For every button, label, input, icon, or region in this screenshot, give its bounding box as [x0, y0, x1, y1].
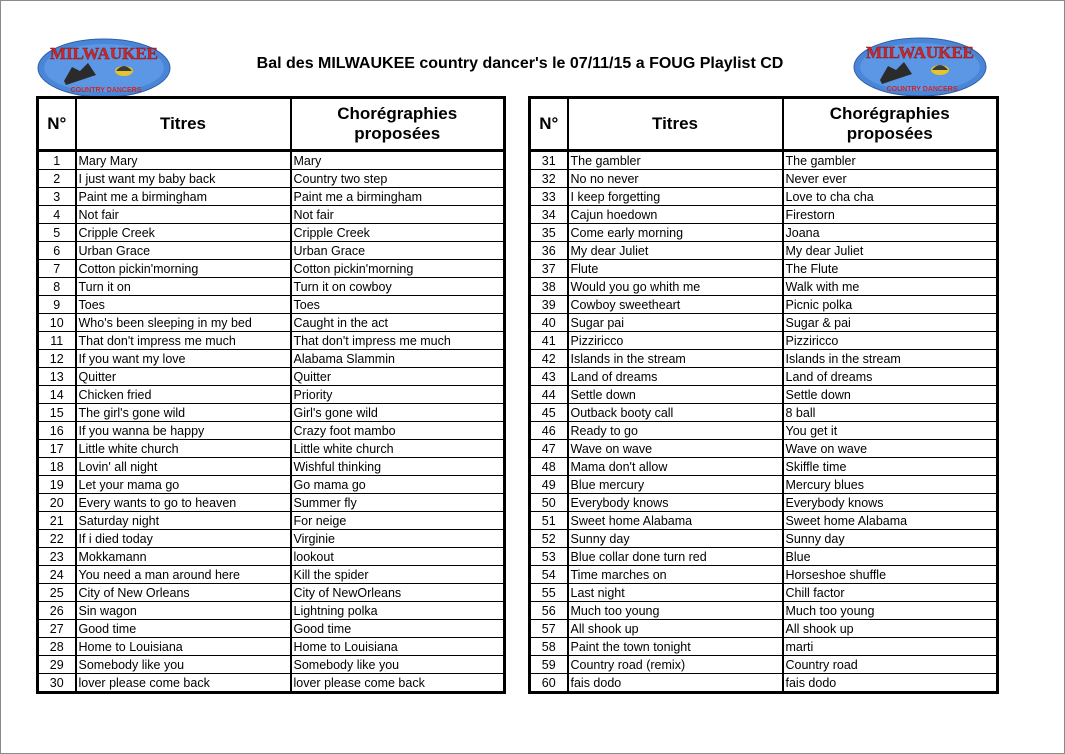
table-row — [38, 548, 505, 566]
choreography: Mary — [291, 151, 505, 170]
choreography: Skiffle time — [783, 458, 998, 476]
song-title: Everybody knows — [568, 494, 783, 512]
song-title: Ready to go — [568, 422, 783, 440]
table-row — [530, 422, 998, 440]
row-number: 16 — [38, 422, 76, 440]
choreography: Wave on wave — [783, 440, 998, 458]
choreography: Picnic polka — [783, 296, 998, 314]
choreography: Turn it on cowboy — [291, 278, 505, 296]
song-title: Home to Louisiana — [76, 638, 291, 656]
row-number: 10 — [38, 314, 76, 332]
row-number: 59 — [530, 656, 568, 674]
song-title: Little white church — [76, 440, 291, 458]
page-title: Bal des MILWAUKEE country dancer's le 07/11/15 a FOUG Playlist CD — [256, 55, 784, 72]
choreography: Country two step — [291, 170, 505, 188]
choreography: Blue — [783, 548, 998, 566]
choreography: Country road — [783, 656, 998, 674]
song-title: Let your mama go — [76, 476, 291, 494]
choreography: Everybody knows — [783, 494, 998, 512]
song-title: Who's been sleeping in my bed — [76, 314, 291, 332]
choreography: Not fair — [291, 206, 505, 224]
table-row — [530, 638, 998, 656]
row-number: 8 — [38, 278, 76, 296]
table-row — [38, 476, 505, 494]
row-number: 42 — [530, 350, 568, 368]
song-title: Cowboy sweetheart — [568, 296, 783, 314]
table-row — [38, 584, 505, 602]
row-number: 46 — [530, 422, 568, 440]
table-row — [530, 350, 998, 368]
row-number: 34 — [530, 206, 568, 224]
row-number: 58 — [530, 638, 568, 656]
song-title: Every wants to go to heaven — [76, 494, 291, 512]
song-title: Saturday night — [76, 512, 291, 530]
table-row — [530, 440, 998, 458]
choreography: All shook up — [783, 620, 998, 638]
row-number: 55 — [530, 584, 568, 602]
choreography: Sweet home Alabama — [783, 512, 998, 530]
table-header-row — [530, 98, 998, 151]
table-row — [38, 278, 505, 296]
row-number: 24 — [38, 566, 76, 584]
row-number: 48 — [530, 458, 568, 476]
song-title: Settle down — [568, 386, 783, 404]
table-row — [38, 566, 505, 584]
row-number: 50 — [530, 494, 568, 512]
row-number: 43 — [530, 368, 568, 386]
row-number: 25 — [38, 584, 76, 602]
table-row — [38, 530, 505, 548]
row-number: 15 — [38, 404, 76, 422]
choreography: Toes — [291, 296, 505, 314]
choreography: Pizziricco — [783, 332, 998, 350]
song-title: Lovin' all night — [76, 458, 291, 476]
row-number: 17 — [38, 440, 76, 458]
row-number: 21 — [38, 512, 76, 530]
table-row — [38, 404, 505, 422]
row-number: 29 — [38, 656, 76, 674]
svg-text:MILWAUKEE: MILWAUKEE — [49, 44, 159, 63]
table-row — [530, 404, 998, 422]
song-title: If i died today — [76, 530, 291, 548]
table-row — [38, 350, 505, 368]
row-number: 2 — [38, 170, 76, 188]
song-title: All shook up — [568, 620, 783, 638]
row-number: 57 — [530, 620, 568, 638]
choreography: fais dodo — [783, 674, 998, 693]
row-number: 30 — [38, 674, 76, 693]
table-row — [530, 151, 998, 170]
song-title: I just want my baby back — [76, 170, 291, 188]
milwaukee-logo-left — [36, 37, 172, 99]
table-row — [530, 512, 998, 530]
song-title: Not fair — [76, 206, 291, 224]
song-title: Blue mercury — [568, 476, 783, 494]
choreography: Quitter — [291, 368, 505, 386]
row-number: 45 — [530, 404, 568, 422]
choreography: Home to Louisiana — [291, 638, 505, 656]
row-number: 49 — [530, 476, 568, 494]
table-row — [38, 386, 505, 404]
choreography: Settle down — [783, 386, 998, 404]
playlist-body-left — [38, 151, 505, 693]
row-number: 11 — [38, 332, 76, 350]
choreography: Cotton pickin'morning — [291, 260, 505, 278]
table-row — [38, 296, 505, 314]
choreography: Paint me a birmingham — [291, 188, 505, 206]
song-title: Come early morning — [568, 224, 783, 242]
row-number: 19 — [38, 476, 76, 494]
row-number: 23 — [38, 548, 76, 566]
row-number: 33 — [530, 188, 568, 206]
playlist-table-right — [528, 96, 999, 694]
table-row — [530, 620, 998, 638]
choreography: Walk with me — [783, 278, 998, 296]
row-number: 14 — [38, 386, 76, 404]
table-row — [530, 206, 998, 224]
choreography: lover please come back — [291, 674, 505, 693]
choreography: Virginie — [291, 530, 505, 548]
row-number: 20 — [38, 494, 76, 512]
row-number: 39 — [530, 296, 568, 314]
choreography: Sugar & pai — [783, 314, 998, 332]
song-title: The girl's gone wild — [76, 404, 291, 422]
row-number: 13 — [38, 368, 76, 386]
song-title: Blue collar done turn red — [568, 548, 783, 566]
song-title: I keep forgetting — [568, 188, 783, 206]
song-title: Cajun hoedown — [568, 206, 783, 224]
choreo-header-line1: Chorégraphies — [337, 104, 458, 123]
milwaukee-logo-right — [852, 36, 988, 98]
row-number: 44 — [530, 386, 568, 404]
choreography: Never ever — [783, 170, 998, 188]
table-row — [530, 584, 998, 602]
row-number: 36 — [530, 242, 568, 260]
row-number: 38 — [530, 278, 568, 296]
table-row — [530, 458, 998, 476]
row-number: 12 — [38, 350, 76, 368]
table-row — [530, 602, 998, 620]
choreography: My dear Juliet — [783, 242, 998, 260]
row-number: 22 — [38, 530, 76, 548]
table-row — [38, 188, 505, 206]
row-number: 35 — [530, 224, 568, 242]
column-header-number: N° — [530, 98, 568, 151]
table-row — [530, 260, 998, 278]
song-title: Mary Mary — [76, 151, 291, 170]
choreography: Chill factor — [783, 584, 998, 602]
choreography: Alabama Slammin — [291, 350, 505, 368]
song-title: That don't impress me much — [76, 332, 291, 350]
song-title: Flute — [568, 260, 783, 278]
choreography: Priority — [291, 386, 505, 404]
row-number: 60 — [530, 674, 568, 693]
song-title: Wave on wave — [568, 440, 783, 458]
table-row — [530, 566, 998, 584]
choreography: Caught in the act — [291, 314, 505, 332]
song-title: Outback booty call — [568, 404, 783, 422]
table-row — [530, 368, 998, 386]
song-title: Sugar pai — [568, 314, 783, 332]
row-number: 47 — [530, 440, 568, 458]
song-title: Paint the town tonight — [568, 638, 783, 656]
row-number: 27 — [38, 620, 76, 638]
table-row — [530, 296, 998, 314]
choreography: Firestorn — [783, 206, 998, 224]
choreography: Girl's gone wild — [291, 404, 505, 422]
table-row — [38, 494, 505, 512]
table-row — [38, 332, 505, 350]
choreography: You get it — [783, 422, 998, 440]
row-number: 6 — [38, 242, 76, 260]
table-row — [38, 512, 505, 530]
table-row — [38, 368, 505, 386]
column-header-number: N° — [38, 98, 76, 151]
song-title: fais dodo — [568, 674, 783, 693]
choreography: Cripple Creek — [291, 224, 505, 242]
row-number: 41 — [530, 332, 568, 350]
column-header-choreographies — [783, 98, 998, 151]
table-row — [38, 620, 505, 638]
playlist-body-right — [530, 151, 998, 693]
song-title: Sin wagon — [76, 602, 291, 620]
choreo-header-line2: proposées — [354, 124, 441, 143]
song-title: Mokkamann — [76, 548, 291, 566]
song-title: Time marches on — [568, 566, 783, 584]
row-number: 4 — [38, 206, 76, 224]
row-number: 32 — [530, 170, 568, 188]
table-row — [38, 170, 505, 188]
row-number: 56 — [530, 602, 568, 620]
choreography: marti — [783, 638, 998, 656]
row-number: 31 — [530, 151, 568, 170]
row-number: 26 — [38, 602, 76, 620]
table-row — [38, 242, 505, 260]
choreography: Somebody like you — [291, 656, 505, 674]
row-number: 5 — [38, 224, 76, 242]
choreography: Crazy foot mambo — [291, 422, 505, 440]
song-title: Would you go whith me — [568, 278, 783, 296]
table-row — [38, 206, 505, 224]
svg-text:COUNTRY DANCERS: COUNTRY DANCERS — [886, 86, 958, 93]
song-title: If you want my love — [76, 350, 291, 368]
song-title: Cripple Creek — [76, 224, 291, 242]
table-row — [530, 242, 998, 260]
table-row — [38, 151, 505, 170]
choreography: The gambler — [783, 151, 998, 170]
song-title: Pizziricco — [568, 332, 783, 350]
choreography: Joana — [783, 224, 998, 242]
table-row — [38, 638, 505, 656]
row-number: 54 — [530, 566, 568, 584]
table-row — [38, 260, 505, 278]
song-title: My dear Juliet — [568, 242, 783, 260]
playlist-table-left — [36, 96, 506, 694]
row-number: 3 — [38, 188, 76, 206]
table-row — [38, 458, 505, 476]
song-title: Sunny day — [568, 530, 783, 548]
choreography: City of NewOrleans — [291, 584, 505, 602]
song-title: Quitter — [76, 368, 291, 386]
row-number: 9 — [38, 296, 76, 314]
choreography: lookout — [291, 548, 505, 566]
song-title: Mama don't allow — [568, 458, 783, 476]
table-row — [38, 674, 505, 693]
table-row — [530, 548, 998, 566]
table-row — [38, 314, 505, 332]
song-title: Toes — [76, 296, 291, 314]
table-row — [530, 494, 998, 512]
song-title: City of New Orleans — [76, 584, 291, 602]
table-row — [530, 224, 998, 242]
row-number: 53 — [530, 548, 568, 566]
song-title: Cotton pickin'morning — [76, 260, 291, 278]
column-header-choreographies — [291, 98, 505, 151]
choreography: Wishful thinking — [291, 458, 505, 476]
table-row — [530, 674, 998, 693]
row-number: 37 — [530, 260, 568, 278]
song-title: Urban Grace — [76, 242, 291, 260]
svg-text:COUNTRY DANCERS: COUNTRY DANCERS — [70, 87, 142, 94]
choreography: Much too young — [783, 602, 998, 620]
choreography: Islands in the stream — [783, 350, 998, 368]
table-row — [530, 188, 998, 206]
table-row — [530, 530, 998, 548]
table-row — [530, 656, 998, 674]
choreography: 8 ball — [783, 404, 998, 422]
table-row — [38, 656, 505, 674]
choreography: Kill the spider — [291, 566, 505, 584]
song-title: No no never — [568, 170, 783, 188]
table-row — [530, 332, 998, 350]
song-title: Land of dreams — [568, 368, 783, 386]
song-title: lover please come back — [76, 674, 291, 693]
row-number: 7 — [38, 260, 76, 278]
song-title: If you wanna be happy — [76, 422, 291, 440]
choreography: That don't impress me much — [291, 332, 505, 350]
choreo-header-line2: proposées — [846, 124, 933, 143]
song-title: Chicken fried — [76, 386, 291, 404]
row-number: 51 — [530, 512, 568, 530]
row-number: 18 — [38, 458, 76, 476]
table-row — [530, 386, 998, 404]
svg-text:MILWAUKEE: MILWAUKEE — [865, 43, 975, 62]
choreography: The Flute — [783, 260, 998, 278]
choreo-header-line1: Chorégraphies — [829, 104, 950, 123]
song-title: You need a man around here — [76, 566, 291, 584]
song-title: Good time — [76, 620, 291, 638]
table-row — [38, 422, 505, 440]
table-row — [530, 314, 998, 332]
choreography: Horseshoe shuffle — [783, 566, 998, 584]
song-title: Last night — [568, 584, 783, 602]
table-row — [530, 278, 998, 296]
song-title: Islands in the stream — [568, 350, 783, 368]
column-header-titles: Titres — [76, 98, 291, 151]
song-title: The gambler — [568, 151, 783, 170]
row-number: 28 — [38, 638, 76, 656]
table-row — [38, 602, 505, 620]
song-title: Country road (remix) — [568, 656, 783, 674]
column-header-titles: Titres — [568, 98, 783, 151]
row-number: 1 — [38, 151, 76, 170]
table-row — [38, 224, 505, 242]
choreography: Go mama go — [291, 476, 505, 494]
table-row — [530, 170, 998, 188]
choreography: Urban Grace — [291, 242, 505, 260]
row-number: 40 — [530, 314, 568, 332]
song-title: Turn it on — [76, 278, 291, 296]
choreography: For neige — [291, 512, 505, 530]
choreography: Mercury blues — [783, 476, 998, 494]
table-row — [38, 440, 505, 458]
choreography: Summer fly — [291, 494, 505, 512]
choreography: Land of dreams — [783, 368, 998, 386]
song-title: Somebody like you — [76, 656, 291, 674]
table-header-row — [38, 98, 505, 151]
song-title: Sweet home Alabama — [568, 512, 783, 530]
choreography: Sunny day — [783, 530, 998, 548]
choreography: Little white church — [291, 440, 505, 458]
choreography: Good time — [291, 620, 505, 638]
table-row — [530, 476, 998, 494]
row-number: 52 — [530, 530, 568, 548]
song-title: Paint me a birmingham — [76, 188, 291, 206]
choreography: Love to cha cha — [783, 188, 998, 206]
song-title: Much too young — [568, 602, 783, 620]
choreography: Lightning polka — [291, 602, 505, 620]
